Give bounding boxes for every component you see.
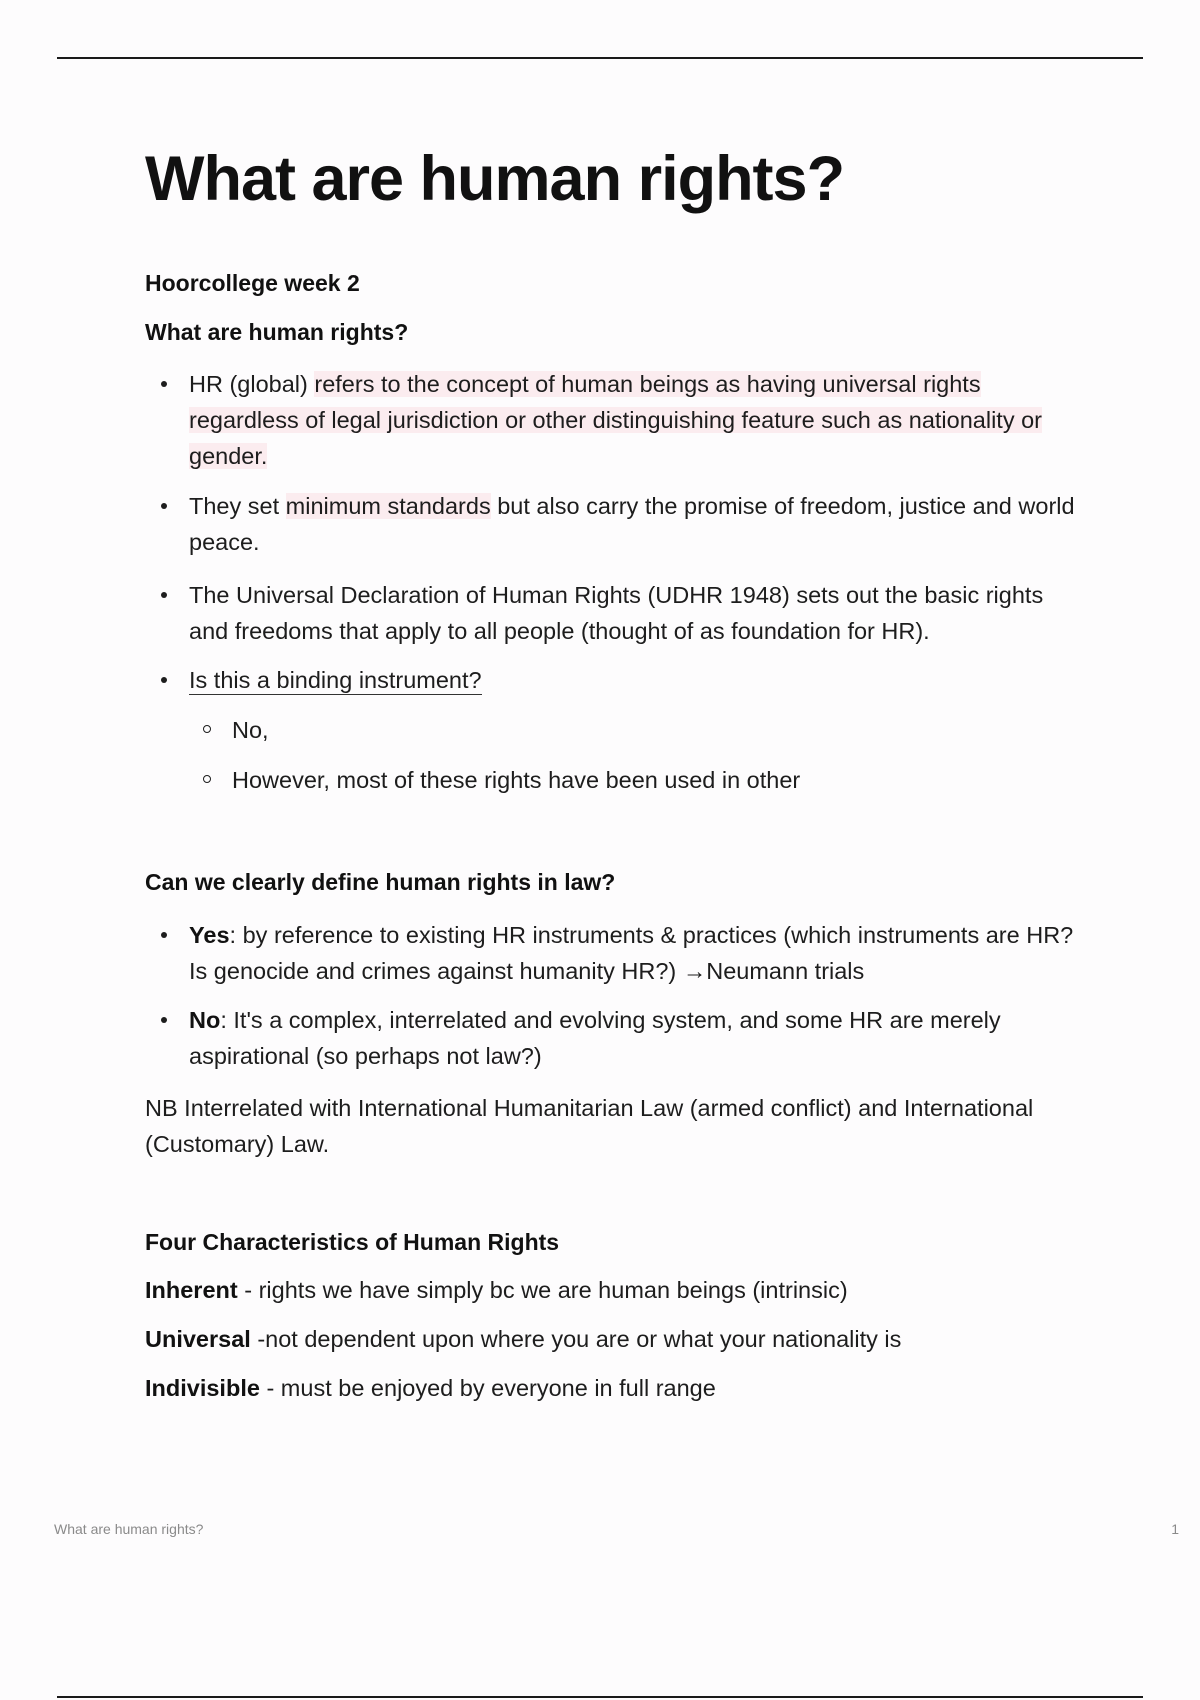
list-item: HR (global) refers to the concept of human beings as having universal rights regardless of legal jurisdiction or other distinguishing feature such as nationality or gender.	[145, 366, 1085, 474]
list-item: Yes: by reference to existing HR instruments & practices (which instruments are HR? Is genocide and crimes against humanity HR?) →Neumann trials	[145, 917, 1085, 989]
bottom-rule	[57, 1696, 1143, 1698]
top-rule	[57, 57, 1143, 59]
list-item: The Universal Declaration of Human Rights (UDHR 1948) sets out the basic rights and freedoms that apply to all people (thought of as foundation for HR).	[145, 577, 1085, 649]
section-heading-define-in-law: Can we clearly define human rights in law?	[145, 869, 616, 895]
footer-page-number: 1	[1171, 1521, 1179, 1537]
section-heading-what-are-human-rights: What are human rights?	[145, 319, 409, 345]
section1-bullet-list	[145, 366, 1085, 798]
underlined-question: Is this a binding instrument?	[189, 667, 482, 693]
subtitle: Hoorcollege week 2	[145, 270, 360, 296]
section-heading-four-characteristics: Four Characteristics of Human Rights	[145, 1229, 560, 1255]
characteristic-universal: Universal -not dependent upon where you are or what your nationality is	[145, 1326, 902, 1352]
list-item: No: It's a complex, interrelated and evolving system, and some HR are merely aspirational (so perhaps not law?)	[145, 1002, 1085, 1074]
nb-note: NB Interrelated with International Humanitarian Law (armed conflict) and International (Customary) Law.	[145, 1095, 1034, 1157]
footer-title: What are human rights?	[54, 1521, 204, 1537]
highlighted-text: refers to the concept of human beings as having universal rights regardless of legal jurisdiction or other distinguishing feature such as nationality or gender.	[189, 371, 1042, 469]
characteristic-indivisible: Indivisible - must be enjoyed by everyone in full range	[145, 1375, 716, 1401]
section2-bullet-list	[145, 917, 1085, 1074]
sub-list-item: However, most of these rights have been used in other	[145, 762, 1085, 798]
page-title: What are human rights?	[145, 144, 845, 214]
highlighted-text: minimum standards	[285, 493, 491, 519]
characteristic-inherent: Inherent - rights we have simply bc we are human beings (intrinsic)	[145, 1277, 848, 1303]
list-item: They set minimum standards but also carry the promise of freedom, justice and world peace.	[145, 488, 1085, 560]
list-item	[145, 662, 1085, 698]
sub-list-item: No,	[145, 712, 1085, 748]
